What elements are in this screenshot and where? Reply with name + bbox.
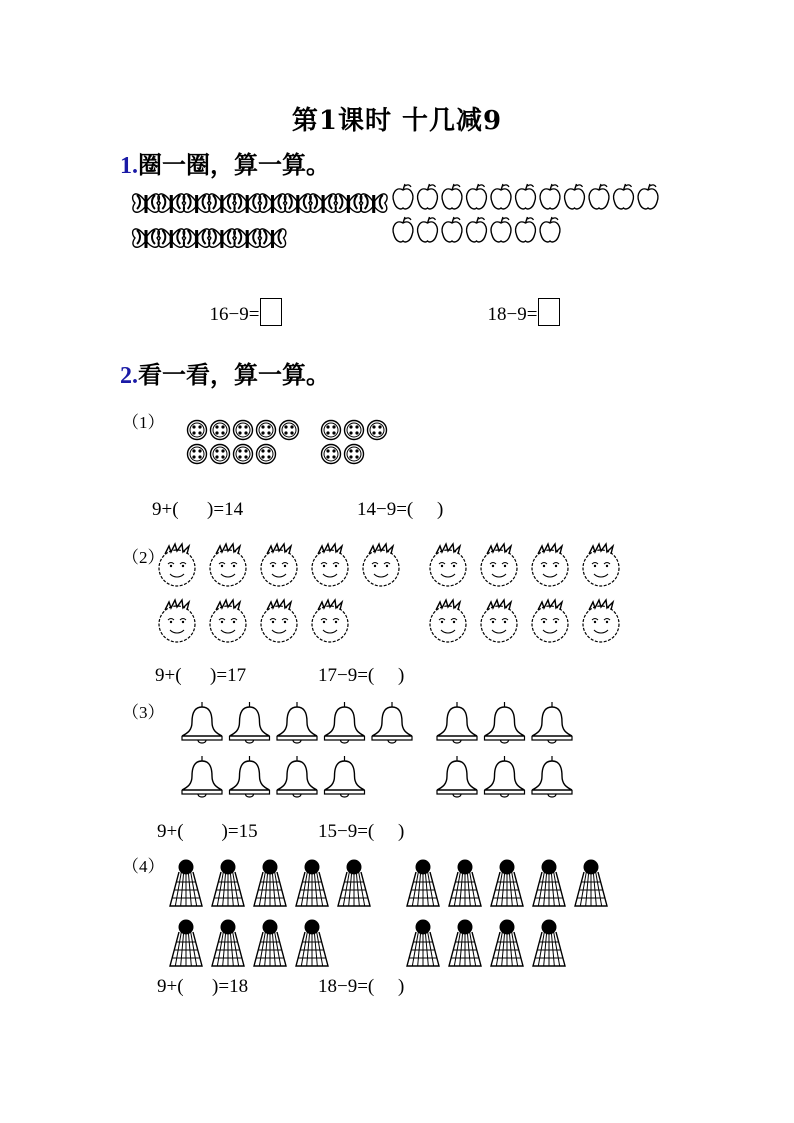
apple-icon xyxy=(418,184,438,209)
answer-box[interactable] xyxy=(538,298,560,326)
shuttlecock-icon xyxy=(533,920,565,967)
face-icon xyxy=(481,544,517,586)
butterfly-icon xyxy=(158,194,185,213)
q1-equation-right-text: 18−9= xyxy=(487,304,538,325)
apple-icon xyxy=(442,217,462,242)
part-2-equation-a: 9+( )=17 xyxy=(155,665,247,686)
butterfly-icon xyxy=(158,229,185,248)
button-icon xyxy=(280,421,299,440)
butterfly-icon xyxy=(335,194,362,213)
shuttlecock-icon xyxy=(575,860,607,907)
part-1-equation-b: 14−9=( ) xyxy=(357,499,444,520)
butterfly-icon xyxy=(234,194,261,213)
face-icon xyxy=(430,544,466,586)
question-1-text: 圈一圈，算一算。 xyxy=(138,150,330,179)
button-icon xyxy=(234,445,253,464)
butterfly-icon xyxy=(259,194,286,213)
bell-icon xyxy=(230,756,270,797)
face-icon xyxy=(481,600,517,642)
butterfly-icon xyxy=(234,229,261,248)
apple-icon xyxy=(467,217,487,242)
shuttlecock-icon xyxy=(170,860,202,907)
button-icon xyxy=(188,445,207,464)
butterfly-icon xyxy=(133,194,160,213)
part-3-equation-a: 9+( )=15 xyxy=(157,821,258,842)
apple-icon xyxy=(638,184,658,209)
bell-icon xyxy=(372,702,412,743)
answer-box[interactable] xyxy=(260,298,282,326)
face-icon xyxy=(532,600,568,642)
apple-icon xyxy=(491,217,511,242)
question-2-sep: . xyxy=(132,363,138,389)
butterfly-icon xyxy=(133,229,160,248)
butterfly-icon xyxy=(259,229,286,248)
part-4-equation-b: 18−9=( ) xyxy=(318,976,405,997)
face-icon xyxy=(210,544,246,586)
button-icon xyxy=(234,421,253,440)
question-1-sep: . xyxy=(132,153,138,179)
button-icon xyxy=(257,421,276,440)
question-2-number: 2 xyxy=(120,363,132,389)
button-icon xyxy=(345,445,364,464)
part-1-label: （1） xyxy=(122,413,165,432)
apple-icon xyxy=(589,184,609,209)
face-icon xyxy=(312,544,348,586)
apple-icon xyxy=(393,184,413,209)
bell-icon xyxy=(182,756,222,797)
apple-icon xyxy=(418,217,438,242)
butterfly-icon xyxy=(209,194,236,213)
butterfly-icon xyxy=(183,194,210,213)
question-2-heading xyxy=(120,355,330,390)
shuttlecock-icon xyxy=(407,860,439,907)
face-icon xyxy=(430,600,466,642)
apple-icon xyxy=(614,184,634,209)
bell-icon xyxy=(277,702,317,743)
part-2-equation-b: 17−9=( ) xyxy=(318,665,405,686)
face-icon xyxy=(261,600,297,642)
bell-icon xyxy=(325,756,365,797)
apple-icon xyxy=(491,184,511,209)
butterfly-icon xyxy=(310,194,337,213)
part-1-equation-a: 9+( )=14 xyxy=(152,499,244,520)
page-title: 第1课时 十几减9 xyxy=(291,106,503,136)
button-icon xyxy=(322,421,341,440)
button-icon xyxy=(211,445,230,464)
bell-icon xyxy=(485,702,525,743)
bell-icon xyxy=(325,702,365,743)
face-icon xyxy=(261,544,297,586)
bell-icon xyxy=(532,756,572,797)
apple-icon xyxy=(442,184,462,209)
button-icon xyxy=(257,445,276,464)
face-icon xyxy=(363,544,399,586)
q1-equation-left xyxy=(200,276,282,326)
button-icon xyxy=(345,421,364,440)
face-icon xyxy=(210,600,246,642)
part-2-label: （2） xyxy=(122,548,165,567)
q1-equation-left-text: 16−9= xyxy=(209,304,260,325)
shuttlecock-icon xyxy=(170,920,202,967)
shuttlecock-icon xyxy=(491,920,523,967)
shuttlecock-icon xyxy=(212,920,244,967)
part-3-label: （3） xyxy=(122,703,165,722)
shuttlecock-icon xyxy=(533,860,565,907)
button-icon xyxy=(188,421,207,440)
bell-icon xyxy=(182,702,222,743)
apple-icon xyxy=(516,184,536,209)
face-icon xyxy=(312,600,348,642)
face-icon xyxy=(159,600,195,642)
button-icon xyxy=(211,421,230,440)
button-icon xyxy=(322,445,341,464)
part-4-label: （4） xyxy=(122,857,165,876)
shuttlecock-icon xyxy=(254,920,286,967)
question-2-text: 看一看，算一算。 xyxy=(138,360,330,389)
face-icon xyxy=(532,544,568,586)
bell-icon xyxy=(277,756,317,797)
butterfly-icon xyxy=(183,229,210,248)
apple-icon xyxy=(393,217,413,242)
bell-icon xyxy=(230,702,270,743)
bell-icon xyxy=(437,702,477,743)
apple-icon xyxy=(540,184,560,209)
shuttlecock-icon xyxy=(254,860,286,907)
apple-icon xyxy=(565,184,585,209)
bell-icon xyxy=(485,756,525,797)
apple-icon xyxy=(516,217,536,242)
part-4-equation-a: 9+( )=18 xyxy=(157,976,249,997)
shuttlecock-icon xyxy=(296,860,328,907)
butterfly-icon xyxy=(284,194,311,213)
bell-icon xyxy=(437,756,477,797)
butterfly-icon xyxy=(209,229,236,248)
apple-icon xyxy=(540,217,560,242)
shuttlecock-icon xyxy=(449,860,481,907)
part-3-equation-b: 15−9=( ) xyxy=(318,821,405,842)
bell-icon xyxy=(532,702,572,743)
shuttlecock-icon xyxy=(296,920,328,967)
face-icon xyxy=(583,600,619,642)
shuttlecock-icon xyxy=(449,920,481,967)
button-icon xyxy=(368,421,387,440)
question-1-number: 1 xyxy=(120,153,132,179)
shuttlecock-icon xyxy=(407,920,439,967)
butterfly-icon xyxy=(360,194,387,213)
shuttlecock-icon xyxy=(212,860,244,907)
q1-equation-right xyxy=(478,276,560,326)
apple-icon xyxy=(467,184,487,209)
shuttlecock-icon xyxy=(491,860,523,907)
face-icon xyxy=(583,544,619,586)
shuttlecock-icon xyxy=(338,860,370,907)
